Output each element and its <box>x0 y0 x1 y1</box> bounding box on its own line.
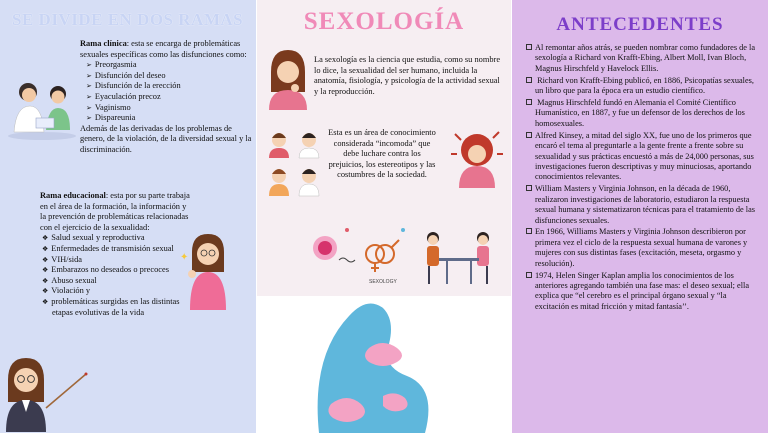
abstract-lips-icon <box>257 296 511 433</box>
edu-item: ❖ Enfermedades de transmisión sexual <box>42 244 190 255</box>
doctor-with-patient-icon <box>6 70 78 142</box>
svg-text:✦: ✦ <box>180 252 189 263</box>
left-panel <box>0 0 256 433</box>
edu-item: ❖ Embarazos no deseados o precoces <box>42 265 190 276</box>
stressed-person-icon <box>447 124 507 188</box>
edu-text: : esta por su parte trabaja en el área de la formación, la información y la prevención de problemáticas relacionadas con el ejercicio de la sexualidad: <box>40 191 190 232</box>
edu-item: ❖ problemáticas surgidas en las distintas etapas evolutivas de la vida <box>42 297 190 318</box>
edu-item: ❖ Abuso sexual <box>42 276 190 287</box>
edu-list <box>42 233 190 318</box>
clinic-footer: Además de las derivadas de los problemas de genero, de la violación, de la diversidad sexual y la discriminación. <box>80 123 252 154</box>
antecedents-list <box>526 43 762 314</box>
antecedent-item <box>526 271 762 313</box>
checkbox-icon <box>526 77 532 83</box>
antecedent-item <box>526 131 762 183</box>
checkbox-icon <box>526 99 532 105</box>
checkbox-icon <box>526 44 532 50</box>
sexology-art-label: SEXOLOGY <box>369 279 397 285</box>
clinic-item: ➢ Preorgasmia <box>86 60 252 71</box>
teacher-woman-icon <box>178 230 234 312</box>
antecedent-text: William Masters y Virginia Johnson, en la década de 1960, realizaron investigaciones de laboratorio, estudiaron la respuesta sexual humana y sistematizaron técnicas para el tratamiento de las disfunciones sexuales. <box>535 184 756 225</box>
edu-heading: Rama educacional <box>40 191 106 200</box>
checkbox-icon <box>526 272 532 278</box>
clinic-item: ➢ Vaginismo <box>86 103 252 114</box>
edu-item: ❖ Violación y <box>42 286 190 297</box>
checkbox-icon <box>526 185 532 191</box>
middle-box-text: Esta es un área de conocimiento considerada “incomoda” que debe luchare contra los prejuicios, los estereotipos y las costumbres de la sociedad. <box>328 128 436 180</box>
checkbox-icon <box>526 228 532 234</box>
antecedent-item <box>526 43 762 74</box>
conversation-table-icon <box>417 224 501 286</box>
antecedent-item <box>526 184 762 226</box>
middle-intro: La sexología es la ciencia que estudia, como su nombre lo dice, la sexualidad del ser humano, incluida la anatomía, fisiología, y psicología de la actividad sexual y la reproducción. <box>314 55 501 96</box>
clinic-item: ➢ Disfunción de la erección <box>86 81 252 92</box>
presenter-woman-icon <box>2 352 92 432</box>
antecedent-text: 1974, Helen Singer Kaplan amplia los conocimientos de los anteriores agregando también una fase mas: el deseo sexual; ella explica que “el cerebro es el principal órgano sexual y “la excitación es mitad fricción y mitad fantasía’’. <box>535 270 750 311</box>
middle-panel <box>257 0 511 433</box>
clinic-heading: Rama clínica <box>80 39 127 48</box>
clinic-list <box>86 60 252 124</box>
antecedent-text: Richard von Krafft-Ebing publicó, en 1886, Psicopatías sexuales, un libro que para la época era un estudio científico. <box>535 75 754 96</box>
clinic-text: : esta se encarga de problemáticas sexuales específicas como las disfunciones como: <box>80 39 247 59</box>
middle-title: SEXOLOGÍA <box>303 8 465 35</box>
antecedent-text: Alfred Kinsey, a mitad del siglo XX, fue uno de los primeros que encaró el tema al preguntarle a la gente frente a frente sobre su sexualidad y sus prácticas encuestó a más de 24,000 personas, sus investigaciones fueron descriptivas y muy minuciosas, aportando conocimientos relevantes. <box>535 130 754 182</box>
bottom-art-area <box>257 296 511 433</box>
antecedent-item <box>526 76 762 97</box>
antecedent-text: Al remontar años atrás, se pueden nombrar como fundadores de la sexología a Richard von Krafft-Ebing, Albert Moll, Ivan Bloch, Magnus Hirschfeld y Havelock Ellis. <box>535 43 756 73</box>
antecedent-item <box>526 227 762 269</box>
checkbox-icon <box>526 132 532 138</box>
clinic-branch-block <box>80 39 252 156</box>
edu-item: ❖ Salud sexual y reproductiva <box>42 233 190 244</box>
right-title: ANTECEDENTES <box>556 14 724 35</box>
couple-talking-icon <box>265 128 325 200</box>
sexology-symbols-icon <box>307 222 417 280</box>
clinic-item: ➢ Eyaculación precoz <box>86 92 252 103</box>
edu-item: ❖ VIH/sida <box>42 255 190 266</box>
left-title: SE DIVIDE EN DOS RAMAS <box>12 10 244 29</box>
right-panel <box>512 0 768 433</box>
antecedent-item <box>526 98 762 129</box>
antecedent-text: Magnus Hirschfeld fundó en Alemania el Comité Científico Humanístico, en 1887, y fue un defensor de los derechos de los homosexuales. <box>535 98 745 128</box>
clinic-item: ➢ Disfunción del deseo <box>86 71 252 82</box>
clinic-item: ➢ Dispareunia <box>86 113 252 124</box>
edu-branch-block <box>40 191 190 318</box>
thinking-woman-icon <box>265 48 311 110</box>
antecedent-text: En 1966, Williams Masters y Virginia Johnson describieron por primera vez el ciclo de la respuesta sexual humana de varones y mujeres con sus distintas fases (excitación, meseta, orgasmo y resolución). <box>535 227 748 268</box>
